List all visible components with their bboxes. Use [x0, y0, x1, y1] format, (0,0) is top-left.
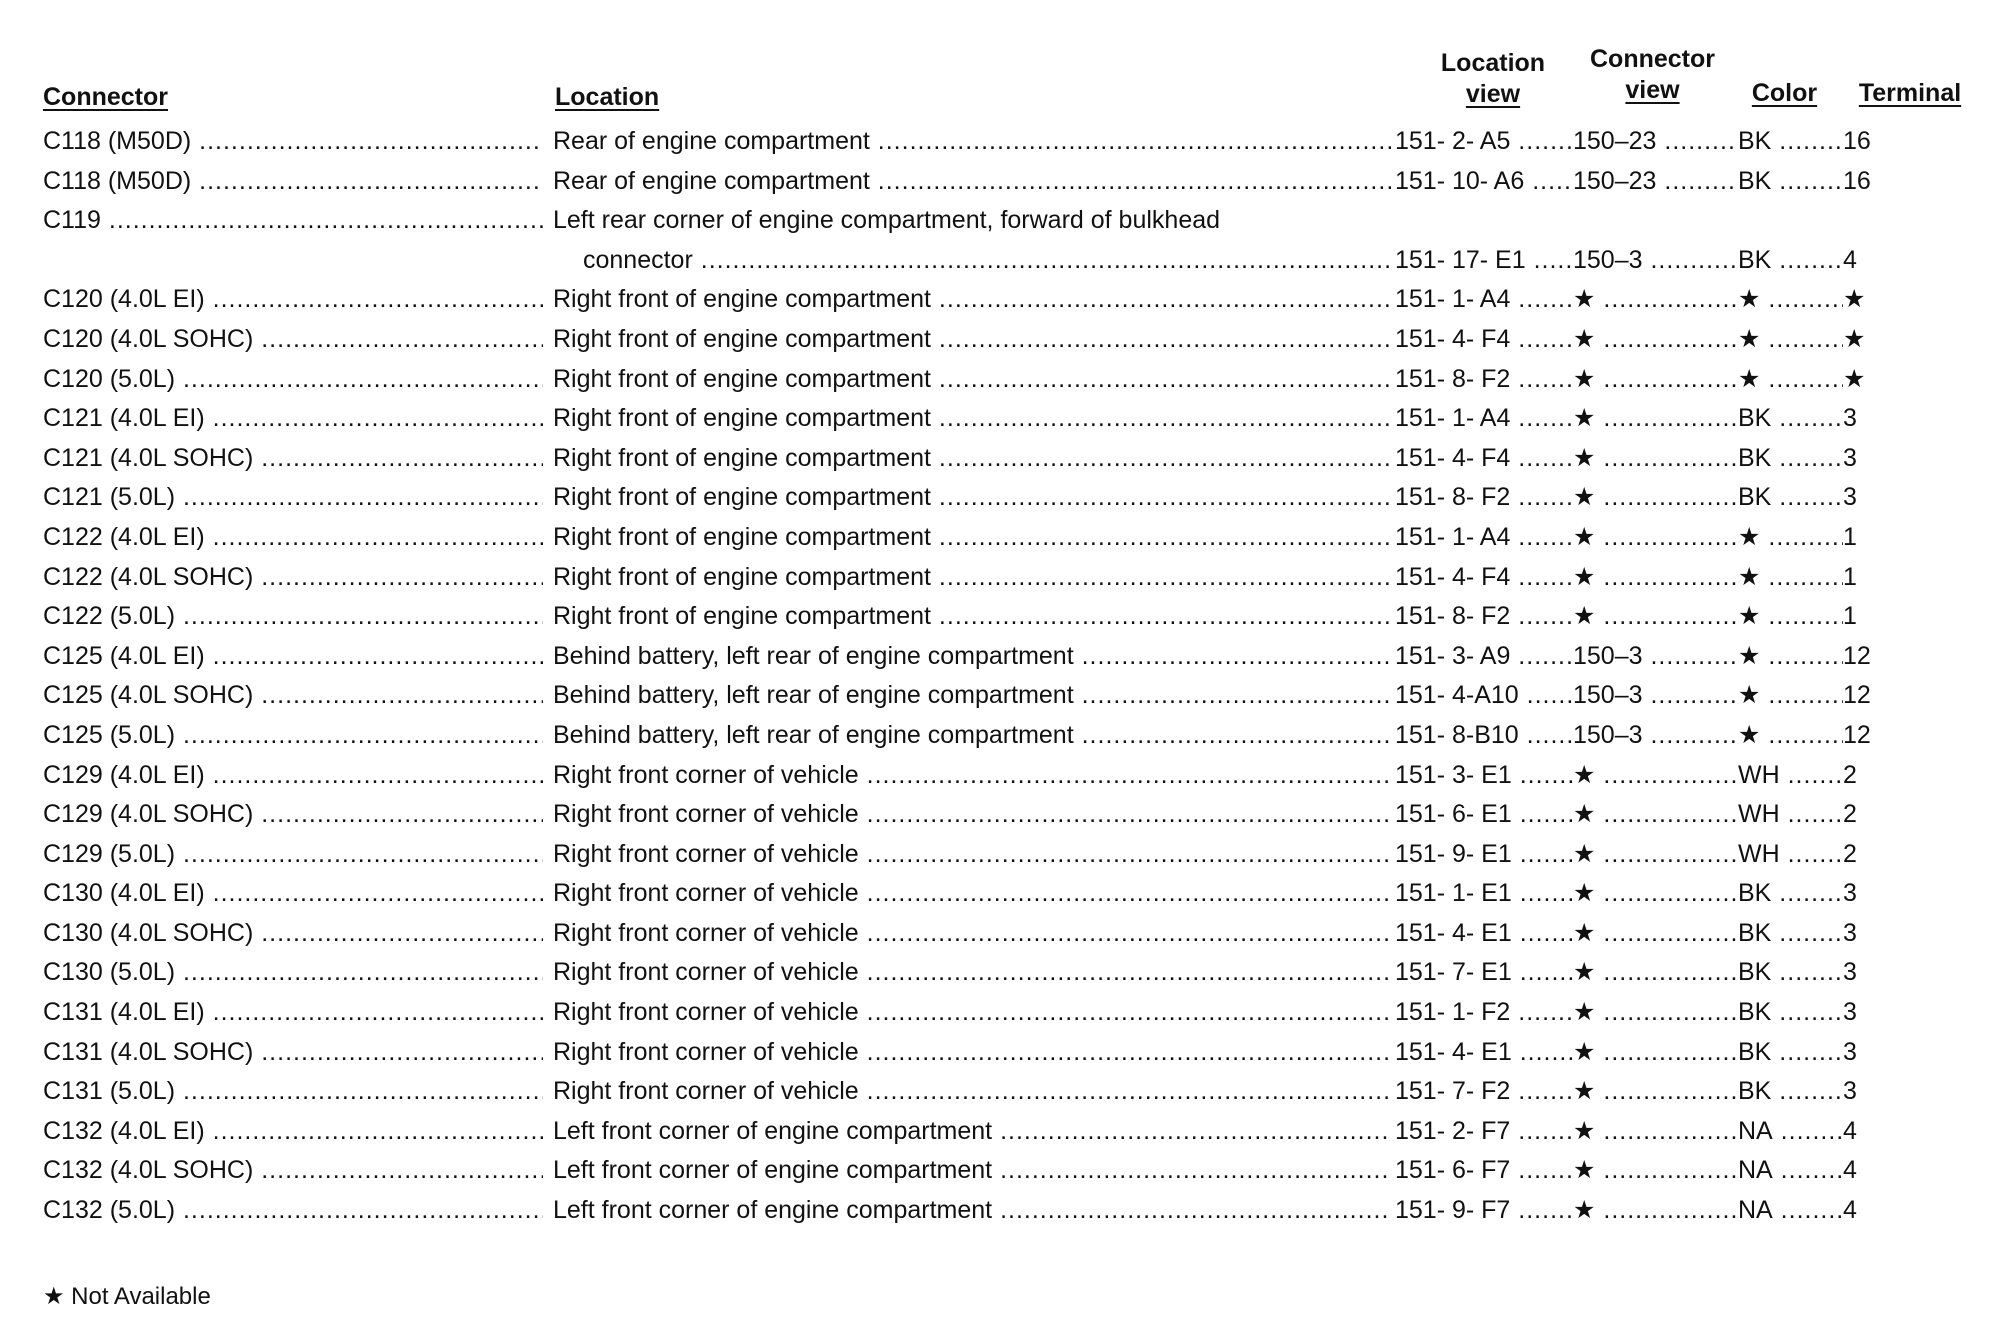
connector-cell: C130 (4.0L EI) ..... [43, 874, 543, 914]
footnote-not-available: ★ Not Available [43, 1283, 211, 1310]
color-cell: ★ ..... [1738, 320, 1843, 360]
location-cell: Rear of engine compartment ..... [553, 162, 1391, 202]
connector-view-cell: 150–23 ..... [1573, 122, 1738, 162]
location-view-cell: 151- 8- F2 ..... [1395, 478, 1573, 518]
color-cell: BK ..... [1738, 1072, 1843, 1112]
location-cell: Left front corner of engine compartment ..... [553, 1112, 1391, 1152]
location-view-cell: 151- 6- F7 ..... [1395, 1151, 1573, 1191]
terminal-cell: 3 [1843, 1037, 1857, 1066]
connector-view-cell: ★ ..... [1573, 360, 1738, 400]
location-cell: Left front corner of engine compartment ..... [553, 1151, 1391, 1191]
location-cell: Right front of engine compartment ..... [553, 439, 1391, 479]
location-view-cell: 151- 2- A5 ..... [1395, 122, 1573, 162]
terminal-cell: 3 [1843, 443, 1857, 472]
color-cell: BK ..... [1738, 399, 1843, 439]
color-cell: BK ..... [1738, 874, 1843, 914]
color-cell: BK ..... [1738, 122, 1843, 162]
color-cell: ★ ..... [1738, 280, 1843, 320]
connector-view-cell: ★ ..... [1573, 518, 1738, 558]
header-color [1742, 78, 1827, 109]
terminal-cell: 4 [1843, 1196, 1857, 1225]
location-view-cell: 151- 9- F7 ..... [1395, 1191, 1573, 1231]
location-cell: Right front corner of vehicle ..... [553, 835, 1391, 875]
location-cell: Right front of engine compartment ..... [553, 478, 1391, 518]
table-row [0, 756, 1990, 796]
header-terminal-label: Terminal [1858, 79, 1962, 107]
table-row [0, 914, 1990, 954]
location-view-cell: 151- 7- F2 ..... [1395, 1072, 1573, 1112]
location-cell: Right front corner of vehicle ..... [553, 914, 1391, 954]
connector-cell: C119 ..... [43, 201, 543, 241]
table-row [0, 320, 1990, 360]
location-cell: Right front of engine compartment ..... [553, 558, 1391, 598]
connector-cell: C121 (4.0L SOHC) ..... [43, 439, 543, 479]
connector-cell: C129 (4.0L SOHC) ..... [43, 795, 543, 835]
connector-cell: C122 (4.0L SOHC) ..... [43, 558, 543, 598]
connector-cell: C125 (4.0L EI) ..... [43, 637, 543, 677]
connector-view-cell: ★ ..... [1573, 993, 1738, 1033]
terminal-cell: 16 [1843, 166, 1871, 195]
connector-view-cell: 150–23 ..... [1573, 162, 1738, 202]
header-location [555, 82, 659, 113]
connector-view-cell: ★ ..... [1573, 1072, 1738, 1112]
location-view-cell: 151- 1- E1 ..... [1395, 874, 1573, 914]
location-view-cell: 151- 9- E1 ..... [1395, 835, 1573, 875]
table-row [0, 637, 1990, 677]
location-view-cell: 151- 2- F7 ..... [1395, 1112, 1573, 1152]
color-cell: BK ..... [1738, 478, 1843, 518]
table-row [0, 201, 1990, 280]
color-cell: WH ..... [1738, 835, 1843, 875]
connector-view-cell: ★ ..... [1573, 1033, 1738, 1073]
location-cell: Right front corner of vehicle ..... [553, 1072, 1391, 1112]
connector-view-cell: ★ ..... [1573, 874, 1738, 914]
location-view-cell: 151- 1- A4 ..... [1395, 280, 1573, 320]
connector-cell: C120 (5.0L) ..... [43, 360, 543, 400]
color-cell: NA ..... [1738, 1191, 1843, 1231]
terminal-cell: 2 [1843, 839, 1857, 868]
color-cell: ★ ..... [1738, 637, 1843, 677]
table-row [0, 518, 1990, 558]
location-view-cell: 151- 1- A4 ..... [1395, 518, 1573, 558]
connector-cell: C118 (M50D) ..... [43, 122, 543, 162]
terminal-cell: 3 [1843, 918, 1857, 947]
location-cell: Behind battery, left rear of engine compartment ..... [553, 676, 1391, 716]
table-row [0, 835, 1990, 875]
terminal-cell: 2 [1843, 760, 1857, 789]
terminal-cell: 1 [1843, 602, 1857, 631]
location-cell: Right front corner of vehicle ..... [553, 953, 1391, 993]
header-connector-view-line2: view [1625, 76, 1680, 104]
connector-view-cell: ★ ..... [1573, 478, 1738, 518]
table-row [0, 1191, 1990, 1231]
terminal-cell: 3 [1843, 958, 1857, 987]
connector-view-cell: ★ ..... [1573, 597, 1738, 637]
terminal-cell: 1 [1843, 522, 1857, 551]
color-cell: BK ..... [1738, 439, 1843, 479]
header-location-label: Location [555, 83, 660, 111]
header-terminal [1845, 78, 1975, 109]
connector-cell: C129 (5.0L) ..... [43, 835, 543, 875]
table-row [0, 1112, 1990, 1152]
connector-cell: C132 (4.0L EI) ..... [43, 1112, 543, 1152]
connector-cell: C120 (4.0L SOHC) ..... [43, 320, 543, 360]
location-view-cell: 151- 4- E1 ..... [1395, 914, 1573, 954]
connector-view-cell: ★ ..... [1573, 320, 1738, 360]
connector-view-cell: ★ ..... [1573, 914, 1738, 954]
connector-view-cell: ★ ..... [1573, 1191, 1738, 1231]
connector-view-cell: ★ ..... [1573, 1151, 1738, 1191]
connector-cell: C131 (5.0L) ..... [43, 1072, 543, 1112]
terminal-cell: 4 [1843, 1156, 1857, 1185]
location-view-cell: 151- 4- F4 ..... [1395, 439, 1573, 479]
connector-view-cell: ★ ..... [1573, 953, 1738, 993]
header-location-view [1418, 48, 1568, 110]
connector-rows [0, 122, 1990, 1231]
connector-view-cell: ★ ..... [1573, 835, 1738, 875]
terminal-cell: 2 [1843, 800, 1857, 829]
location-cell: Right front corner of vehicle ..... [553, 993, 1391, 1033]
connector-view-cell: ★ ..... [1573, 756, 1738, 796]
location-cell: Right front corner of vehicle ..... [553, 874, 1391, 914]
table-row [0, 716, 1990, 756]
location-view-cell: 151- 4-A10 ..... [1395, 676, 1573, 716]
terminal-cell: 12 [1843, 641, 1871, 670]
location-view-cell: 151- 1- F2 ..... [1395, 993, 1573, 1033]
header-location-view-line1: Location [1440, 49, 1546, 77]
location-view-cell: 151- 7- E1 ..... [1395, 953, 1573, 993]
terminal-cell: 3 [1843, 998, 1857, 1027]
table-row [0, 676, 1990, 716]
color-cell: ★ ..... [1738, 716, 1843, 756]
connector-cell: C122 (4.0L EI) ..... [43, 518, 543, 558]
color-cell: NA ..... [1738, 1112, 1843, 1152]
color-cell: BK ..... [1738, 993, 1843, 1033]
connector-cell: C129 (4.0L EI) ..... [43, 756, 543, 796]
location-cell: Right front corner of vehicle ..... [553, 1033, 1391, 1073]
location-view-cell: 151- 3- E1 ..... [1395, 756, 1573, 796]
location-view-cell: 151- 4- F4 ..... [1395, 558, 1573, 598]
color-cell: ★ ..... [1738, 676, 1843, 716]
table-row [0, 874, 1990, 914]
color-cell: BK ..... [1738, 914, 1843, 954]
table-row [0, 360, 1990, 400]
location-cell: Left front corner of engine compartment ..... [553, 1191, 1391, 1231]
header-connector-view [1575, 44, 1730, 106]
terminal-cell: 16 [1843, 127, 1871, 155]
connector-view-cell: ★ ..... [1573, 558, 1738, 598]
connector-cell: C121 (5.0L) ..... [43, 478, 543, 518]
color-cell: ★ ..... [1738, 558, 1843, 598]
location-cell: Rear of engine compartment ..... [553, 122, 1391, 162]
terminal-cell: ★ [1843, 285, 1866, 314]
connector-view-cell: 150–3 ..... [1573, 716, 1738, 756]
terminal-cell: 3 [1843, 879, 1857, 908]
connector-view-cell: ★ ..... [1573, 1112, 1738, 1152]
connector-cell: C130 (5.0L) ..... [43, 953, 543, 993]
location-view-cell: 151- 1- A4 ..... [1395, 399, 1573, 439]
connector-cell: C132 (4.0L SOHC) ..... [43, 1151, 543, 1191]
table-row [0, 1072, 1990, 1112]
header-location-view-line2: view [1465, 80, 1521, 108]
connector-view-cell: ★ ..... [1573, 795, 1738, 835]
location-cell: Behind battery, left rear of engine compartment ..... [553, 637, 1391, 677]
table-row [0, 953, 1990, 993]
terminal-cell: 3 [1843, 483, 1857, 512]
location-cell: Left rear corner of engine compartment, forward of bulkhead [553, 206, 1221, 235]
terminal-cell: 12 [1843, 720, 1871, 749]
location-view-cell: 151- 3- A9 ..... [1395, 637, 1573, 677]
color-cell: BK ..... [1738, 241, 1843, 281]
table-row [0, 597, 1990, 637]
table-row [0, 439, 1990, 479]
table-row [0, 993, 1990, 1033]
header-color-label: Color [1751, 79, 1818, 107]
connector-cell: C120 (4.0L EI) ..... [43, 280, 543, 320]
table-row [0, 122, 1990, 162]
connector-cell: C131 (4.0L SOHC) ..... [43, 1033, 543, 1073]
header-connector-view-line1: Connector [1590, 45, 1715, 73]
connector-view-cell: 150–3 ..... [1573, 637, 1738, 677]
table-row [0, 1033, 1990, 1073]
table-row [0, 558, 1990, 598]
location-cell: Right front corner of vehicle ..... [553, 756, 1391, 796]
table-row [0, 162, 1990, 202]
connector-cell: C125 (4.0L SOHC) ..... [43, 676, 543, 716]
location-cell: Right front of engine compartment ..... [553, 518, 1391, 558]
connector-cell: C121 (4.0L EI) ..... [43, 399, 543, 439]
color-cell: BK ..... [1738, 162, 1843, 202]
terminal-cell: 12 [1843, 681, 1871, 710]
location-view-cell: 151- 4- F4 ..... [1395, 320, 1573, 360]
table-row [0, 1151, 1990, 1191]
color-cell: ★ ..... [1738, 597, 1843, 637]
location-view-cell: 151- 8-B10 ..... [1395, 716, 1573, 756]
color-cell: BK ..... [1738, 953, 1843, 993]
connector-view-cell: ★ ..... [1573, 399, 1738, 439]
header-connector-label: Connector [43, 83, 168, 111]
color-cell: NA ..... [1738, 1151, 1843, 1191]
location-cell: Right front corner of vehicle ..... [553, 795, 1391, 835]
terminal-cell: 3 [1843, 404, 1857, 433]
terminal-cell: ★ [1843, 364, 1866, 393]
location-view-cell: 151- 10- A6 ..... [1395, 162, 1573, 202]
connector-cell: C122 (5.0L) ..... [43, 597, 543, 637]
location-view-cell: 151- 4- E1 ..... [1395, 1033, 1573, 1073]
location-view-cell: 151- 6- E1 ..... [1395, 795, 1573, 835]
location-view-cell: 151- 17- E1 ..... [1395, 241, 1573, 281]
table-row [0, 478, 1990, 518]
color-cell: WH ..... [1738, 795, 1843, 835]
connector-cell: C132 (5.0L) ..... [43, 1191, 543, 1231]
connector-view-cell: ★ ..... [1573, 439, 1738, 479]
connector-cell: C131 (4.0L EI) ..... [43, 993, 543, 1033]
location-cell: Right front of engine compartment ..... [553, 597, 1391, 637]
location-continuation-cell: connector ..... [583, 241, 1391, 281]
location-cell: Right front of engine compartment ..... [553, 320, 1391, 360]
terminal-cell: 4 [1843, 1116, 1857, 1145]
header-connector [43, 82, 168, 113]
location-cell: Right front of engine compartment ..... [553, 360, 1391, 400]
color-cell: ★ ..... [1738, 518, 1843, 558]
location-cell: Right front of engine compartment ..... [553, 399, 1391, 439]
terminal-cell: 4 [1843, 245, 1857, 274]
location-cell: Behind battery, left rear of engine compartment ..... [553, 716, 1391, 756]
table-row [0, 280, 1990, 320]
terminal-cell: 1 [1843, 562, 1857, 591]
location-cell: Right front of engine compartment ..... [553, 280, 1391, 320]
connector-view-cell: ★ ..... [1573, 280, 1738, 320]
terminal-cell: ★ [1843, 324, 1866, 353]
terminal-cell: 3 [1843, 1077, 1857, 1106]
connector-cell: C125 (5.0L) ..... [43, 716, 543, 756]
connector-cell: C130 (4.0L SOHC) ..... [43, 914, 543, 954]
color-cell: WH ..... [1738, 756, 1843, 796]
color-cell: BK ..... [1738, 1033, 1843, 1073]
table-row [0, 399, 1990, 439]
location-view-cell: 151- 8- F2 ..... [1395, 597, 1573, 637]
connector-cell: C118 (M50D) ..... [43, 162, 543, 202]
table-row [0, 795, 1990, 835]
color-cell: ★ ..... [1738, 360, 1843, 400]
connector-view-cell: 150–3 ..... [1573, 241, 1738, 281]
connector-view-cell: 150–3 ..... [1573, 676, 1738, 716]
location-view-cell: 151- 8- F2 ..... [1395, 360, 1573, 400]
